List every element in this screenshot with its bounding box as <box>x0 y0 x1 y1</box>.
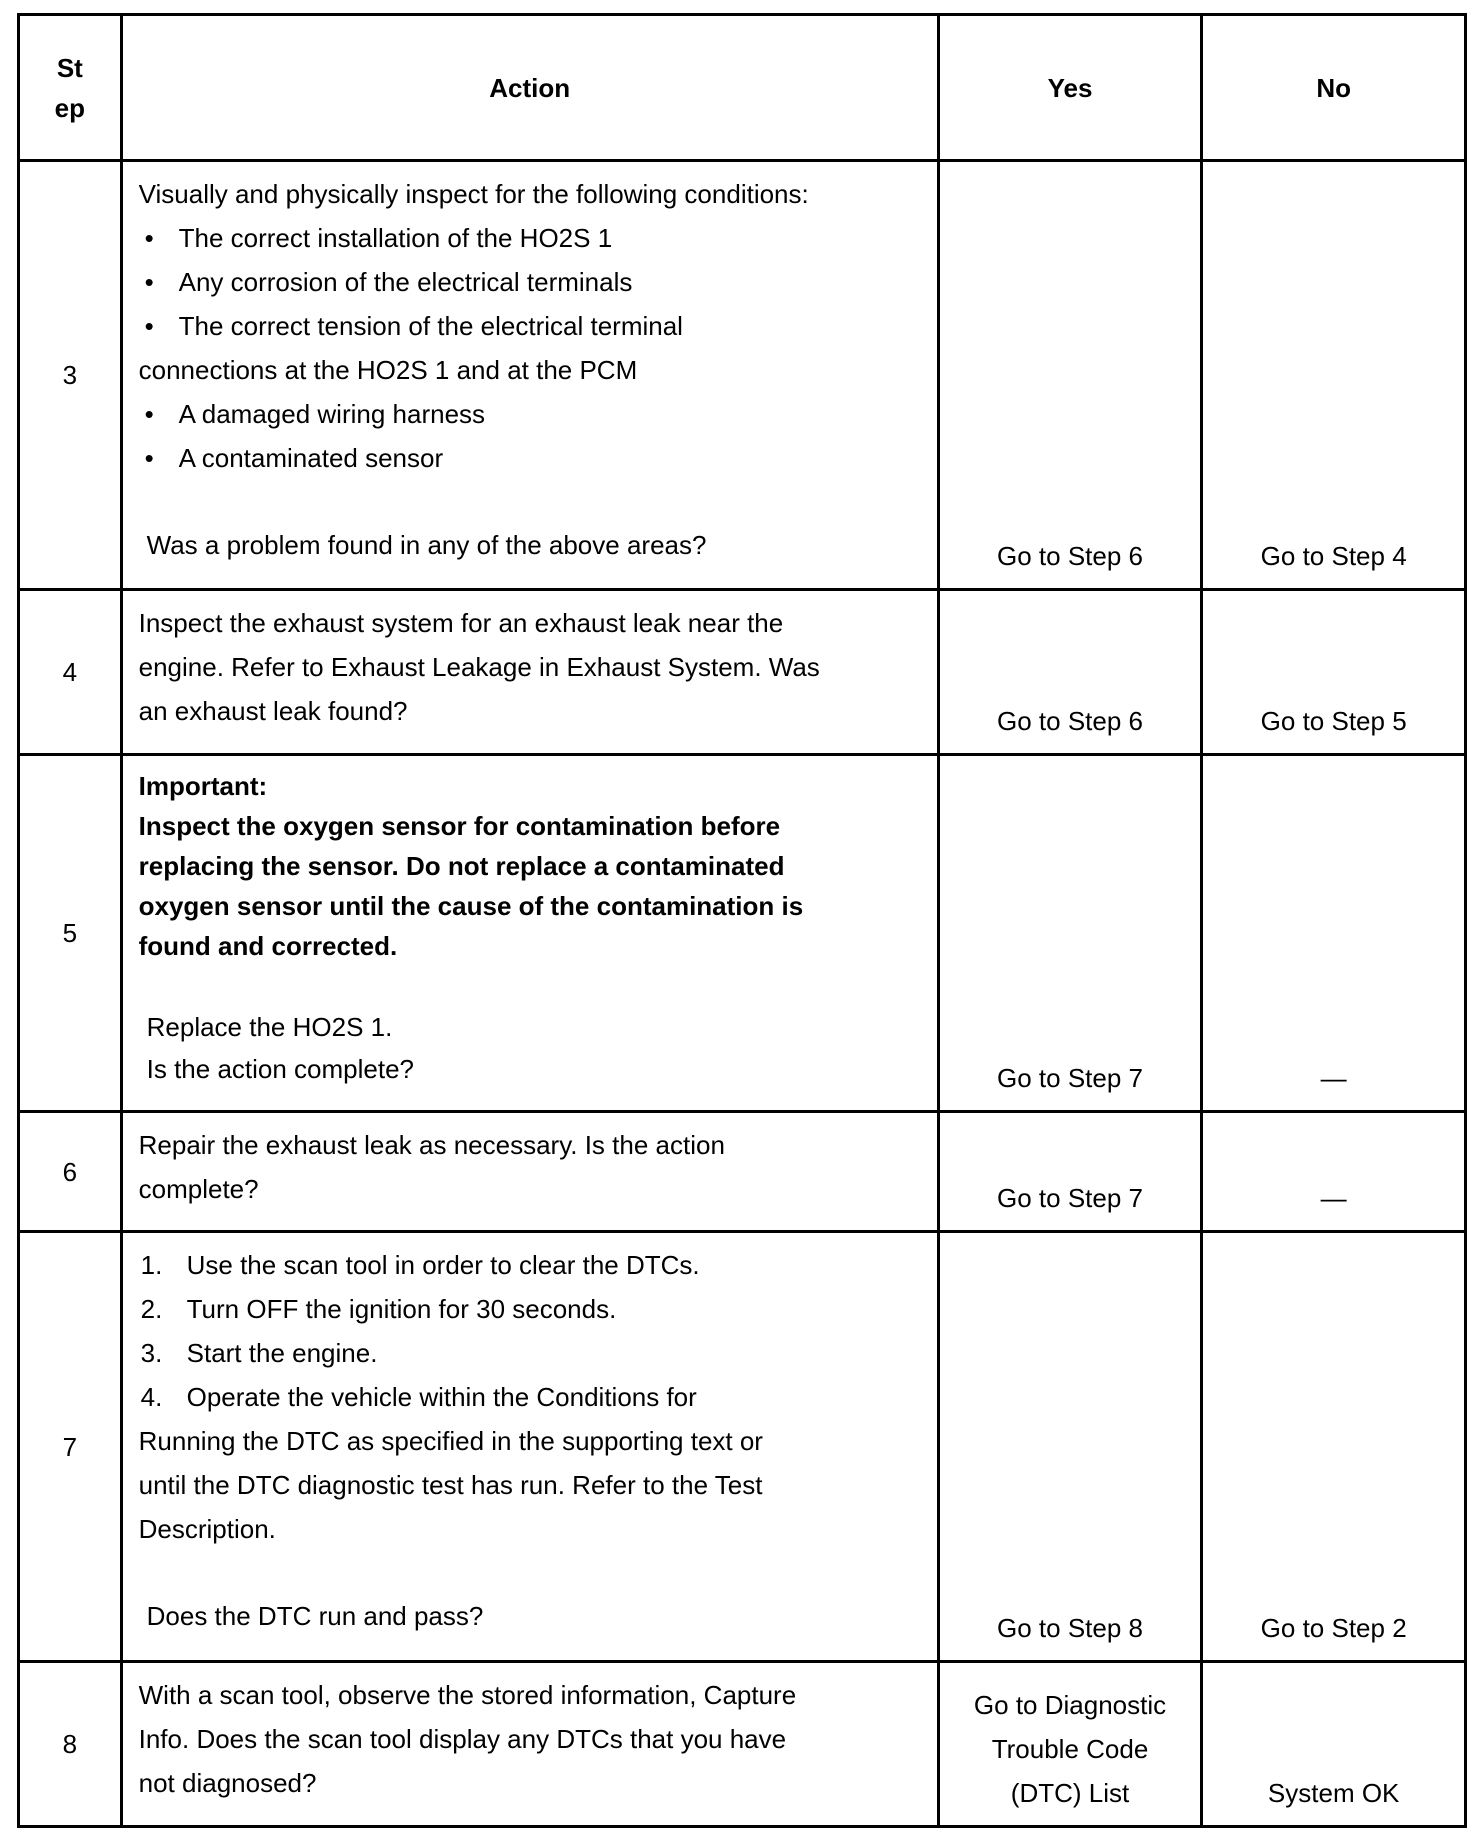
action-intro: Visually and physically inspect for the following conditions: <box>138 179 809 209</box>
action-question: Is the action complete? <box>146 1054 415 1084</box>
list-item: • A damaged wiring harness <box>139 392 923 436</box>
yes-cell <box>938 1662 1202 1827</box>
list-item: 4. Operate the vehicle within the Conditions for <box>140 1382 697 1412</box>
important-text: found and corrected. <box>138 931 398 961</box>
step-number: 7 <box>19 1232 122 1662</box>
list-item: • The correct tension of the electrical terminal <box>139 304 923 348</box>
bullet-icon: • <box>144 399 154 429</box>
table-row <box>19 161 1466 590</box>
yes-cell: Go to Step 6 <box>938 590 1202 755</box>
bullet-icon: • <box>144 223 154 253</box>
action-cell <box>121 161 938 590</box>
action-line: not diagnosed? <box>138 1768 317 1798</box>
step-number: 4 <box>19 590 122 755</box>
bullet-icon: • <box>144 267 154 297</box>
bullet-icon: • <box>144 443 154 473</box>
list-item: 3. Start the engine. <box>140 1338 378 1368</box>
step-number: 8 <box>19 1662 122 1827</box>
step-number: 6 <box>19 1112 122 1232</box>
yes-line: (DTC) List <box>1010 1778 1130 1808</box>
action-question: Does the DTC run and pass? <box>146 1601 484 1631</box>
header-no: No <box>1202 15 1466 161</box>
step-number: 3 <box>19 161 122 590</box>
action-line: Inspect the exhaust system for an exhaust leak near the <box>138 608 784 638</box>
header-row <box>19 15 1466 161</box>
important-text: replacing the sensor. Do not replace a contaminated <box>138 851 785 881</box>
yes-cell: Go to Step 7 <box>938 1112 1202 1232</box>
header-action: Action <box>121 15 938 161</box>
important-label: Important: <box>138 771 268 801</box>
action-line: engine. Refer to Exhaust Leakage in Exhaust System. Was <box>138 652 820 682</box>
no-cell: Go to Step 2 <box>1202 1232 1466 1662</box>
list-item: 2. Turn OFF the ignition for 30 seconds. <box>140 1294 617 1324</box>
action-question: Was a problem found in any of the above areas? <box>146 530 707 560</box>
no-cell: Go to Step 4 <box>1202 161 1466 590</box>
list-item-continuation: Description. <box>138 1514 276 1544</box>
yes-cell: Go to Step 8 <box>938 1232 1202 1662</box>
action-cell <box>121 1112 938 1232</box>
table-row <box>19 590 1466 755</box>
yes-line: Trouble Code <box>991 1734 1149 1764</box>
table-row <box>19 755 1466 1112</box>
important-text: Inspect the oxygen sensor for contamination before <box>138 811 781 841</box>
bullet-icon: • <box>144 311 154 341</box>
yes-cell: Go to Step 7 <box>938 755 1202 1112</box>
action-cell <box>121 590 938 755</box>
header-yes: Yes <box>938 15 1202 161</box>
diagnostic-table <box>17 13 1467 1828</box>
header-step: St ep <box>19 15 122 161</box>
list-item: • The correct installation of the HO2S 1 <box>139 216 923 260</box>
action-line: Repair the exhaust leak as necessary. Is the action <box>138 1130 725 1160</box>
action-line: complete? <box>138 1174 259 1204</box>
action-cell <box>121 1662 938 1827</box>
list-item: 1. Use the scan tool in order to clear the DTCs. <box>140 1250 700 1280</box>
action-line: Info. Does the scan tool display any DTCs that you have <box>138 1724 787 1754</box>
action-instruction: Replace the HO2S 1. <box>146 1012 393 1042</box>
no-cell: — <box>1202 755 1466 1112</box>
action-line: an exhaust leak found? <box>138 696 408 726</box>
table-row <box>19 1662 1466 1827</box>
action-line: With a scan tool, observe the stored information, Capture <box>138 1680 797 1710</box>
table-row <box>19 1112 1466 1232</box>
list-item-continuation: connections at the HO2S 1 and at the PCM <box>138 355 638 385</box>
no-cell: — <box>1202 1112 1466 1232</box>
yes-line: Go to Diagnostic <box>973 1690 1167 1720</box>
list-item: • A contaminated sensor <box>139 436 923 480</box>
no-cell: System OK <box>1202 1662 1466 1827</box>
list-item-continuation: Running the DTC as specified in the supporting text or <box>138 1426 763 1456</box>
yes-cell: Go to Step 6 <box>938 161 1202 590</box>
action-cell <box>121 755 938 1112</box>
list-item-continuation: until the DTC diagnostic test has run. Refer to the Test <box>138 1470 763 1500</box>
no-cell: Go to Step 5 <box>1202 590 1466 755</box>
list-item: • Any corrosion of the electrical terminals <box>139 260 923 304</box>
action-cell <box>121 1232 938 1662</box>
step-number: 5 <box>19 755 122 1112</box>
important-text: oxygen sensor until the cause of the contamination is <box>138 891 804 921</box>
table-row <box>19 1232 1466 1662</box>
